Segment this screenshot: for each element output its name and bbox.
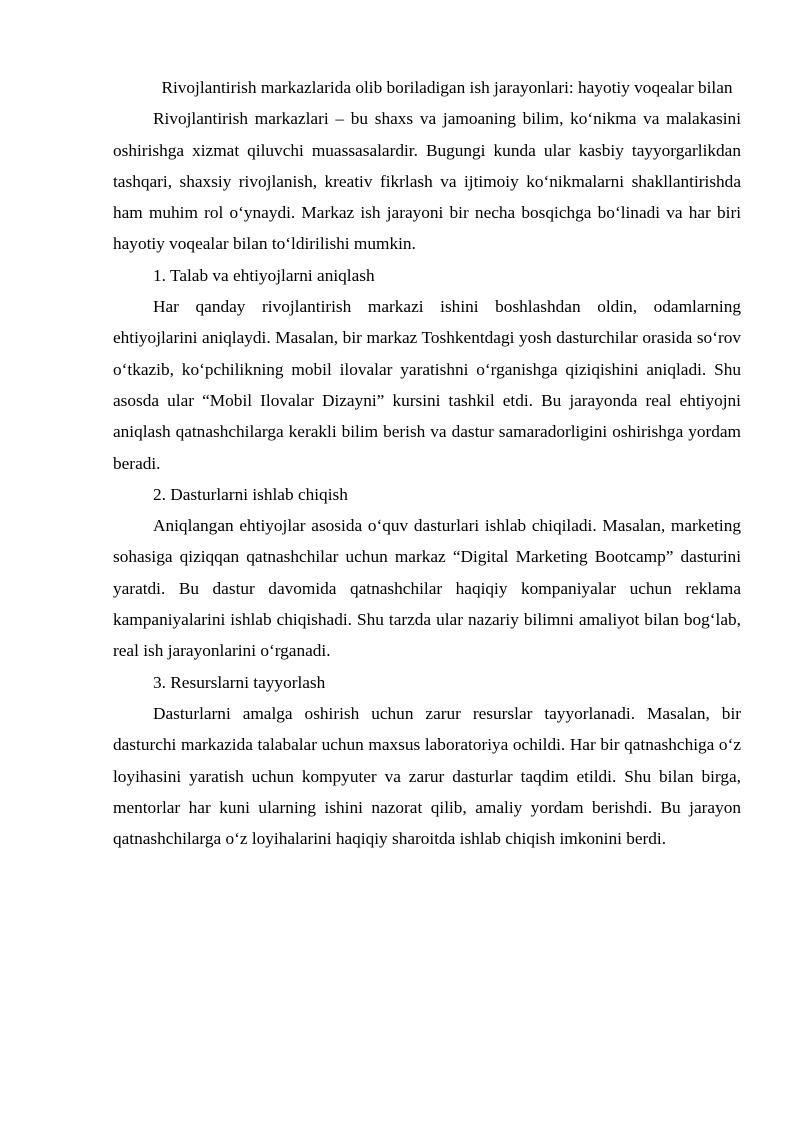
document-page <box>113 72 741 854</box>
document-title: Rivojlantirish markazlarida olib boriladigan ish jarayonlari: hayotiy voqealar bilan <box>161 78 733 97</box>
intro-paragraph: Rivojlantirish markazlari – bu shaxs va jamoaning bilim, ko‘nikma va malakasini oshirishga xizmat qiluvchi muassasalardir. Bugungi kunda ular kasbiy tayyorgarlikdan tashqari, shaxsiy rivojlanish, kreativ fikrlash va ijtimoiy ko‘nikmalarni shakllantirishda ham muhim rol o‘ynaydi. Markaz ish jarayoni bir necha bosqichga bo‘linadi va har biri hayotiy voqealar bilan to‘ldirilishi mumkin. <box>113 109 741 254</box>
section-paragraph-needs: Har qanday rivojlantirish markazi ishini boshlashdan oldin, odamlarning ehtiyojlarini aniqlaydi. Masalan, bir markaz Toshkentdagi yosh dasturchilar orasida so‘rov o‘tkazib, ko‘pchilikning mobil ilovalar yaratishni o‘rganishga qiziqishini aniqladi. Shu asosda ular “Mobil Ilovalar Dizayni” kursini tashkil etdi. Bu jarayonda real ehtiyojni aniqlash qatnashchilarga kerakli bilim berish va dastur samaradorligini oshirishga yordam beradi. <box>113 297 741 473</box>
section-heading-needs: 1. Talab va ehtiyojlarni aniqlash <box>153 265 375 285</box>
section-paragraph-programs: Aniqlangan ehtiyojlar asosida o‘quv dasturlari ishlab chiqiladi. Masalan, marketing sohasiga qiziqqan qatnashchilar uchun markaz “Digital Marketing Bootcamp” dasturini yaratdi. Bu dastur davomida qatnashchilar haqiqiy kompaniyalar uchun reklama kampaniyalarini ishlab chiqishadi. Shu tarzda ular nazariy bilimni amaliyot bilan bog‘lab, real ish jarayonlarini o‘rganadi. <box>113 516 741 661</box>
section-heading-resources: 3. Resurslarni tayyorlash <box>153 672 326 692</box>
section-paragraph-resources: Dasturlarni amalga oshirish uchun zarur resurslar tayyorlanadi. Masalan, bir dasturchi markazida talabalar uchun maxsus laboratoriya ochildi. Har bir qatnashchiga o‘z loyihasini yaratish uchun kompyuter va zarur dasturlar taqdim etildi. Shu bilan birga, mentorlar har kuni ularning ishini nazorat qilib, amaliy yordam berishdi. Bu jarayon qatnashchilarga o‘z loyihalarini haqiqiy sharoitda ishlab chiqish imkonini berdi. <box>113 703 741 849</box>
section-heading-programs: 2. Dasturlarni ishlab chiqish <box>153 484 348 504</box>
